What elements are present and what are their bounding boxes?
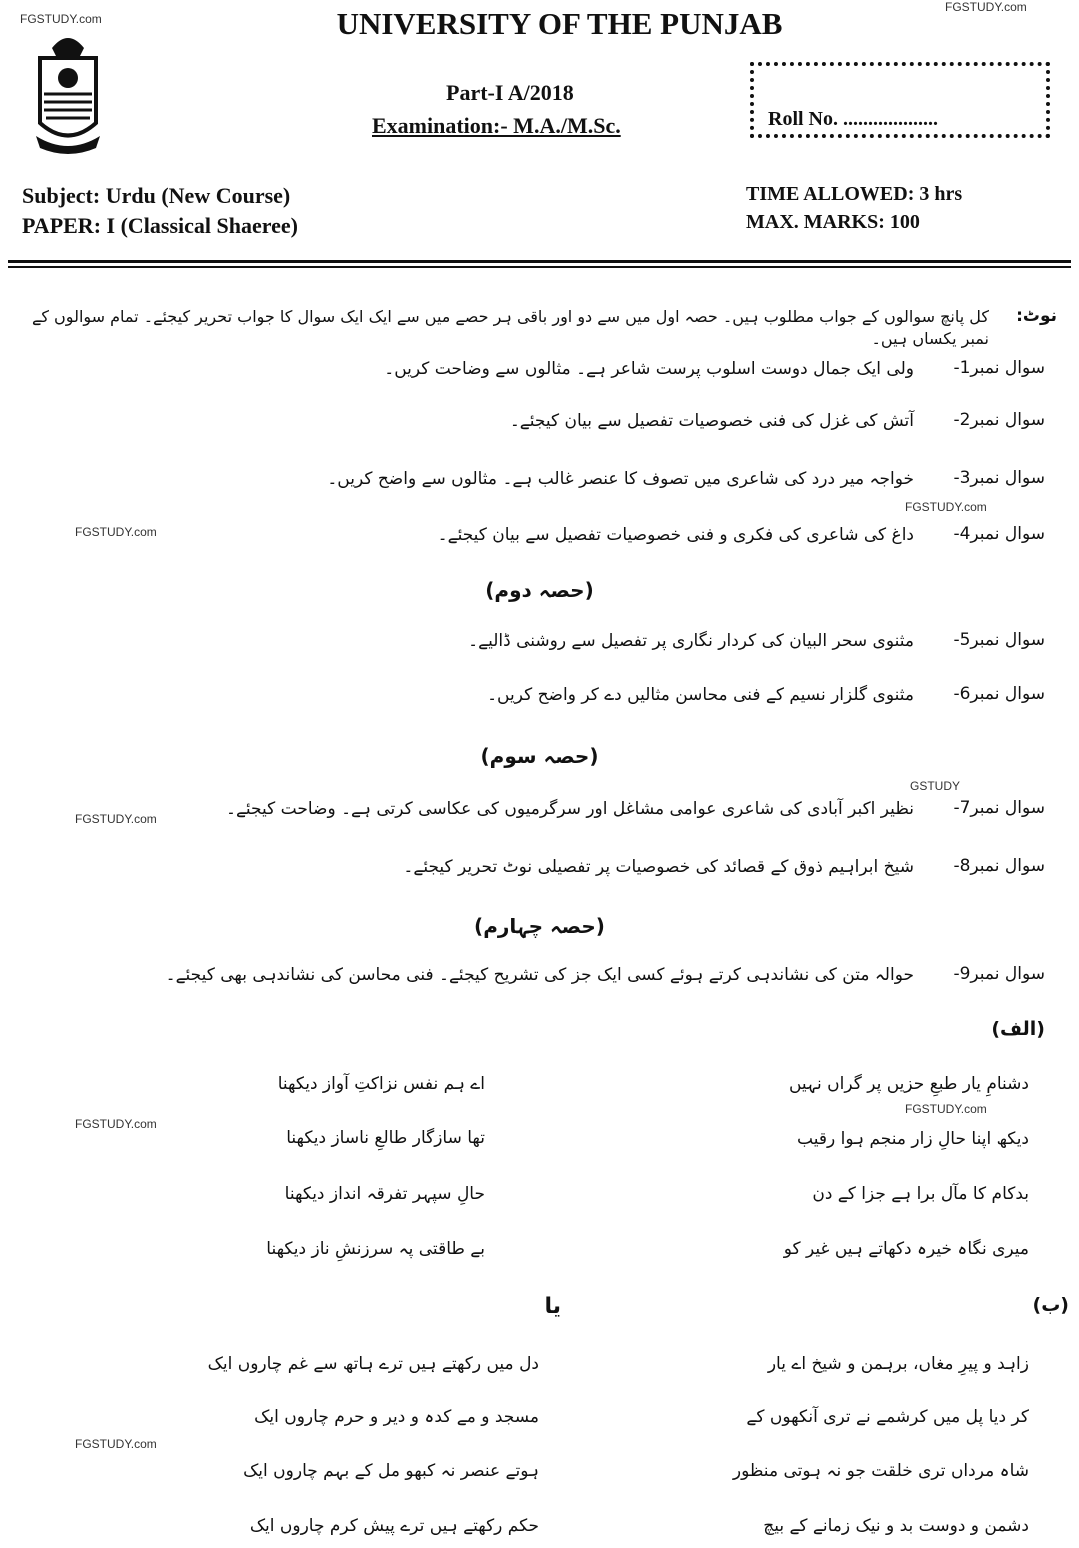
question-label: سوال نمبر9- <box>953 964 1045 984</box>
couplet-line: حکم رکھتے ہیں ترے پیش کرم چاروں ایک <box>249 1516 539 1536</box>
couplet-line: کر دیا پل میں کرشمے نے تری آنکھوں کے <box>746 1407 1029 1427</box>
question-text: آتش کی غزل کی فنی خصوصیات تفصیل سے بیان کیجئے۔ <box>509 411 914 431</box>
note-label: نوٹ: <box>1016 306 1057 326</box>
couplet-line: ہوتے عنصر نہ کبھو مل کے بہم چاروں ایک <box>243 1461 539 1481</box>
question-label: سوال نمبر6- <box>953 684 1045 704</box>
watermark: FGSTUDY.com <box>75 812 157 826</box>
watermark: FGSTUDY.com <box>75 1117 157 1131</box>
question-text: ولی ایک جمال دوست اسلوب پرست شاعر ہے۔ مثالوں سے وضاحت کریں۔ <box>384 359 914 379</box>
or-separator: یا <box>544 1294 561 1319</box>
university-title: UNIVERSITY OF THE PUNJAB <box>336 6 783 41</box>
section-heading: (حصہ چہارم) <box>474 914 605 938</box>
question-text: شیخ ابراہیم ذوق کے قصائد کی خصوصیات پر تفصیلی نوٹ تحریر کیجئے۔ <box>403 857 914 877</box>
watermark: FGSTUDY.com <box>75 525 157 539</box>
couplet-line: دشنامِ یار طبعِ حزیں پر گراں نہیں <box>788 1074 1029 1094</box>
question-label: سوال نمبر2- <box>953 410 1045 430</box>
couplet-line: حالِ سپہر تفرقہ انداز دیکھنا <box>284 1184 485 1204</box>
header-divider <box>8 260 1071 263</box>
question-label: سوال نمبر5- <box>953 630 1045 650</box>
couplet-line: میری نگاہ خیرہ دکھاتے ہیں غیر کو <box>783 1239 1029 1259</box>
watermark: FGSTUDY.com <box>20 12 102 26</box>
couplet-line: دل میں رکھتے ہیں ترے ہاتھ سے غم چاروں ایک <box>207 1354 539 1374</box>
section-heading: (حصہ دوم) <box>485 578 594 602</box>
question-text: خواجہ میر درد کی شاعری میں تصوف کا عنصر غالب ہے۔ مثالوں سے واضح کریں۔ <box>327 469 914 489</box>
question-label: سوال نمبر8- <box>953 856 1045 876</box>
couplet-line: بدکام کا مآل برا ہے جزا کے دن <box>812 1184 1029 1204</box>
couplet-line: مسجد و مے کدہ و دیر و حرم چاروں ایک <box>254 1407 539 1427</box>
watermark: FGSTUDY.com <box>75 1437 157 1451</box>
couplet-line: اے ہم نفس نزاکتِ آواز دیکھنا <box>277 1074 485 1094</box>
subject: Subject: Urdu (New Course) <box>22 183 291 208</box>
question-text: حوالہ متن کی نشاندہی کرتے ہوئے کسی ایک جز کی تشریح کیجئے۔ فنی محاسن کی نشاندہی بھی کیجئے۔ <box>165 965 914 985</box>
question-text: مثنوی سحر البیان کی کردار نگاری پر تفصیل سے روشنی ڈالیے۔ <box>468 631 914 651</box>
roll-number-box[interactable] <box>750 62 1050 138</box>
question-text: مثنوی گلزار نسیم کے فنی محاسن مثالیں دے کر واضح کریں۔ <box>487 685 914 705</box>
couplet-line: تھا سازگار طالعِ ناساز دیکھنا <box>286 1128 485 1148</box>
part-a-label: (الف) <box>991 1018 1045 1040</box>
question-label: سوال نمبر1- <box>953 358 1045 378</box>
question-text: نظیر اکبر آبادی کی شاعری عوامی مشاغل اور سرگرمیوں کی عکاسی کرتی ہے۔ وضاحت کیجئے۔ <box>226 799 914 819</box>
couplet-line: دیکھ اپنا حالِ زار منجم ہوا رقیب <box>797 1129 1029 1149</box>
instructions-note: کل پانچ سوالوں کے جواب مطلوب ہیں۔ حصہ اول میں سے دو اور باقی ہر حصے میں سے ایک ایک سوال کا جواب تحریر کیجئے۔ تمام سوالوں کے نمبر یکساں ہیں۔ <box>31 307 989 348</box>
question-text: داغ کی شاعری کی فکری و فنی خصوصیات تفصیل سے بیان کیجئے۔ <box>437 525 914 545</box>
university-crest-logo <box>32 28 104 158</box>
part-b-label: (ب) <box>1032 1294 1069 1316</box>
max-marks: MAX. MARKS: 100 <box>746 211 920 233</box>
examination-name: Examination:- M.A./M.Sc. <box>372 113 621 138</box>
header-divider <box>8 266 1071 268</box>
roll-number-label: Roll No. ................... <box>768 108 938 130</box>
question-label: سوال نمبر3- <box>953 468 1045 488</box>
couplet-line: دشمن و دوست بد و نیک زمانے کے بیچ <box>763 1516 1029 1536</box>
section-heading: (حصہ سوم) <box>480 744 599 768</box>
couplet-line: شاہ مرداں تری خلقت جو نہ ہوتی منظور <box>732 1461 1029 1481</box>
watermark: FGSTUDY.com <box>905 500 987 514</box>
question-label: سوال نمبر7- <box>953 798 1045 818</box>
watermark: FGSTUDY.com <box>905 1102 987 1116</box>
question-label: سوال نمبر4- <box>953 524 1045 544</box>
exam-part: Part-I A/2018 <box>446 80 574 105</box>
watermark: GSTUDY <box>910 779 961 793</box>
watermark: FGSTUDY.com <box>945 0 1027 14</box>
paper: PAPER: I (Classical Shaeree) <box>22 213 298 238</box>
couplet-line: زاہد و پیرِ مغاں، برہمن و شیخ اے یار <box>767 1354 1029 1374</box>
time-allowed: TIME ALLOWED: 3 hrs <box>746 183 963 205</box>
couplet-line: بے طاقتی پہ سرزنشِ ناز دیکھنا <box>266 1239 485 1259</box>
